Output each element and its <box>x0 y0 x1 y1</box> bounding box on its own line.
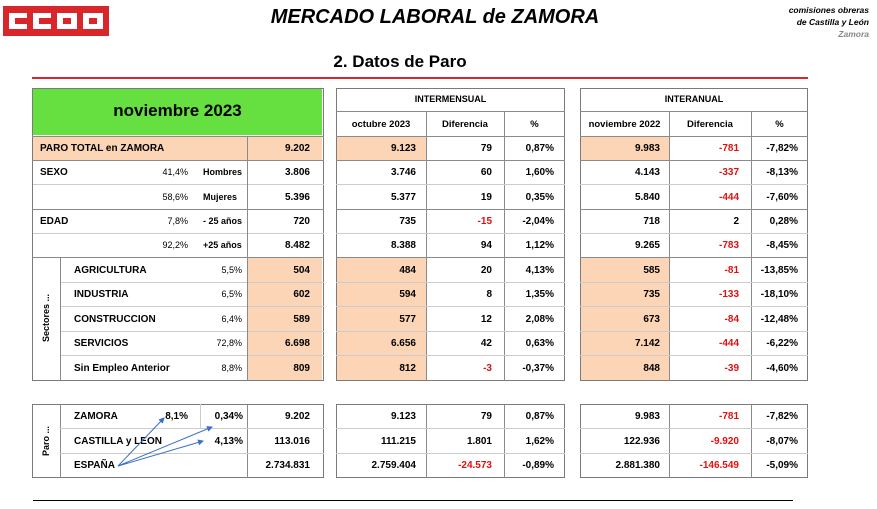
hombres-ia-col3: -8,13% <box>766 167 798 178</box>
castilla-ia-col3: -8,07% <box>766 436 798 447</box>
im-col1: octubre 2023 <box>351 119 411 130</box>
espana-im-col2: -24.573 <box>458 460 492 471</box>
servicios-ia-col3: -6,22% <box>766 338 798 349</box>
mas25-im-col1: 8.388 <box>390 240 416 251</box>
total-ia-col3: -7,82% <box>766 143 798 154</box>
total-ia-col1: 9.983 <box>634 143 660 154</box>
mas25-value: 8.482 <box>284 240 310 251</box>
mas25-im-col2: 94 <box>480 240 492 251</box>
espana-im-col3: -0,89% <box>522 460 554 471</box>
paro-castilla-value: 113.016 <box>274 436 310 447</box>
servicios-im-col1: 6.656 <box>390 338 416 349</box>
castilla-ia-col1: 122.936 <box>623 436 660 447</box>
im-col2: Diferencia <box>442 119 488 130</box>
construccion-ia-col2: -84 <box>724 314 739 325</box>
total-ia-col2: -781 <box>718 143 739 154</box>
paro-label: Paro ... <box>41 426 51 457</box>
sinempleo-value: 809 <box>293 363 310 374</box>
construccion-im-col3: 2,08% <box>525 314 554 325</box>
industria-ia-col1: 735 <box>643 289 660 300</box>
sinempleo-im-col2: -3 <box>483 363 492 374</box>
construccion-im-col1: 577 <box>399 314 416 325</box>
hombres-pct: 41,4% <box>162 167 188 177</box>
menos25-im-col1: 735 <box>399 216 416 227</box>
agricultura-ia-col3: -13,85% <box>760 265 798 276</box>
menos25-label: - 25 años <box>203 216 243 226</box>
sectores-label: Sectores ... <box>41 293 51 343</box>
agricultura-ia-col1: 585 <box>643 265 660 276</box>
industria-pct: 6,5% <box>221 289 242 299</box>
month-label: noviembre 2023 <box>113 101 242 120</box>
paro-castilla-pct2: 4,13% <box>214 436 243 447</box>
section-title: 2. Datos de Paro <box>333 52 467 71</box>
ia-col2: Diferencia <box>687 119 733 130</box>
menos25-im-col3: -2,04% <box>522 216 554 227</box>
org-line2: de Castilla y León <box>796 17 869 27</box>
agricultura-im-col2: 20 <box>480 265 492 276</box>
hombres-im-col2: 60 <box>480 167 492 178</box>
total-im-col1: 9.123 <box>390 143 416 154</box>
industria-value: 602 <box>293 289 310 300</box>
paro-espana-value: 2.734.831 <box>265 460 310 471</box>
menos25-ia-col2: 2 <box>733 216 739 227</box>
page-title: MERCADO LABORAL de ZAMORA <box>270 6 600 28</box>
hombres-im-col1: 3.746 <box>390 167 416 178</box>
mujeres-pct: 58,6% <box>162 192 188 202</box>
servicios-im-col2: 42 <box>480 338 492 349</box>
hombres-value: 3.806 <box>284 167 310 178</box>
paro-espana-label: ESPAÑA <box>74 460 115 471</box>
bottom-divider <box>33 500 793 501</box>
im-col3: % <box>530 119 539 130</box>
zamora-im-col2: 79 <box>480 411 492 422</box>
zamora-im-col1: 9.123 <box>390 411 416 422</box>
mas25-ia-col2: -783 <box>718 240 739 251</box>
menos25-ia-col3: 0,28% <box>769 216 798 227</box>
sinempleo-ia-col3: -4,60% <box>766 363 798 374</box>
servicios-label: SERVICIOS <box>74 338 129 349</box>
mujeres-im-col1: 5.377 <box>390 192 416 203</box>
industria-im-col1: 594 <box>399 289 416 300</box>
sinempleo-im-col3: -0,37% <box>522 363 554 374</box>
sexo-label: SEXO <box>40 167 68 178</box>
mas25-ia-col1: 9.265 <box>634 240 660 251</box>
org-line1: comisiones obreras <box>788 5 869 15</box>
im-title: INTERMENSUAL <box>414 94 487 104</box>
espana-ia-col2: -146.549 <box>699 460 739 471</box>
mas25-pct: 92,2% <box>162 240 188 250</box>
sinempleo-ia-col2: -39 <box>724 363 739 374</box>
ia-col3: % <box>775 119 784 130</box>
hombres-ia-col1: 4.143 <box>634 167 660 178</box>
paro-intermensual-table <box>336 404 565 478</box>
mas25-ia-col3: -8,45% <box>766 240 798 251</box>
total-label: PARO TOTAL en ZAMORA <box>40 143 165 154</box>
hombres-ia-col2: -337 <box>718 167 739 178</box>
servicios-ia-col2: -444 <box>718 338 739 349</box>
castilla-im-col3: 1,62% <box>525 436 554 447</box>
org-line3: Zamora <box>838 29 869 39</box>
servicios-pct: 72,8% <box>216 338 242 348</box>
industria-im-col2: 8 <box>486 289 492 300</box>
zamora-ia-col1: 9.983 <box>634 411 660 422</box>
total-im-col2: 79 <box>480 143 492 154</box>
mujeres-im-col2: 19 <box>480 192 492 203</box>
ia-col1: noviembre 2022 <box>588 119 661 130</box>
zamora-ia-col2: -781 <box>718 411 739 422</box>
paro-zamora-pct2: 0,34% <box>214 411 243 422</box>
zamora-im-col3: 0,87% <box>525 411 554 422</box>
mujeres-im-col3: 0,35% <box>525 192 554 203</box>
hombres-label: Hombres <box>203 167 243 177</box>
agricultura-ia-col2: -81 <box>724 265 739 276</box>
paro-zamora-pct1: 8,1% <box>165 411 188 422</box>
sinempleo-label: Sin Empleo Anterior <box>74 363 170 374</box>
paro-zamora-value: 9.202 <box>284 411 310 422</box>
zamora-ia-col3: -7,82% <box>766 411 798 422</box>
construccion-value: 589 <box>293 314 310 325</box>
hombres-im-col3: 1,60% <box>525 167 554 178</box>
agricultura-im-col3: 4,13% <box>525 265 554 276</box>
mas25-im-col3: 1,12% <box>525 240 554 251</box>
industria-ia-col2: -133 <box>718 289 739 300</box>
construccion-label: CONSTRUCCION <box>74 314 156 325</box>
servicios-im-col3: 0,63% <box>525 338 554 349</box>
industria-im-col3: 1,35% <box>525 289 554 300</box>
edad-label: EDAD <box>40 216 69 227</box>
ia-title: INTERANUAL <box>664 94 724 104</box>
menos25-im-col2: -15 <box>477 216 492 227</box>
sinempleo-ia-col1: 848 <box>643 363 660 374</box>
servicios-ia-col1: 7.142 <box>634 338 660 349</box>
construccion-im-col2: 12 <box>480 314 492 325</box>
agricultura-im-col1: 484 <box>399 265 416 276</box>
mas25-label: +25 años <box>203 240 242 250</box>
sinempleo-pct: 8,8% <box>221 363 242 373</box>
paro-castilla-label: CASTILLA y LEON <box>74 436 162 447</box>
paro-zamora-label: ZAMORA <box>74 411 118 422</box>
mujeres-label: Mujeres <box>203 192 238 202</box>
agricultura-pct: 5,5% <box>221 265 242 275</box>
espana-ia-col3: -5,09% <box>766 460 798 471</box>
construccion-pct: 6,4% <box>221 314 242 324</box>
construccion-ia-col1: 673 <box>643 314 660 325</box>
menos25-ia-col1: 718 <box>643 216 660 227</box>
industria-label: INDUSTRIA <box>74 289 129 300</box>
total-im-col3: 0,87% <box>525 143 554 154</box>
castilla-im-col2: 1.801 <box>466 436 492 447</box>
mujeres-ia-col3: -7,60% <box>766 192 798 203</box>
sinempleo-im-col1: 812 <box>399 363 416 374</box>
total-value: 9.202 <box>284 143 310 154</box>
espana-im-col1: 2.759.404 <box>371 460 416 471</box>
menos25-value: 720 <box>293 216 310 227</box>
mujeres-value: 5.396 <box>284 192 310 203</box>
servicios-value: 6.698 <box>284 338 310 349</box>
mujeres-ia-col1: 5.840 <box>634 192 660 203</box>
castilla-ia-col2: -9.920 <box>710 436 739 447</box>
construccion-ia-col3: -12,48% <box>760 314 798 325</box>
espana-ia-col1: 2.881.380 <box>615 460 660 471</box>
agricultura-label: AGRICULTURA <box>74 265 147 276</box>
menos25-pct: 7,8% <box>167 216 188 226</box>
castilla-im-col1: 111.215 <box>380 436 416 447</box>
paro-interanual-table <box>580 404 808 478</box>
industria-ia-col3: -18,10% <box>760 289 798 300</box>
mujeres-ia-col2: -444 <box>718 192 739 203</box>
agricultura-value: 504 <box>293 265 310 276</box>
